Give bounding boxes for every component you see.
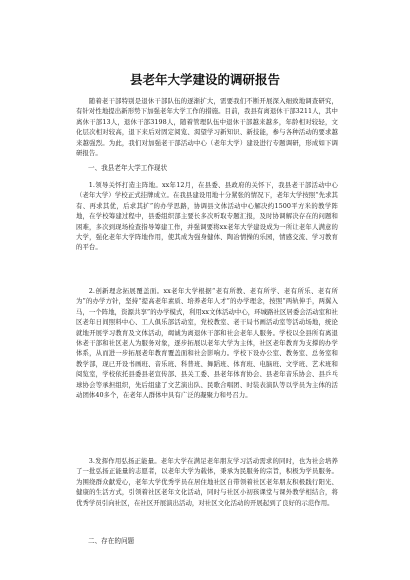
section-heading-current-status: 一、我县老年大学工作现状 [88, 164, 168, 172]
document-title: 县老年大学建设的调研报告 [129, 72, 280, 87]
paragraph-positive-energy: 3.发挥作用弘扬正能量。老年大学在满足老年朋友学习活动需求的同时，也为社会培养了一批弘扬正能量的志愿者，以老年大学为载体，秉承为民服务的宗旨，积极为学员服务。为围绕群众献爱心，老年大学优秀学员在居住地社区自带领着社区老年朋友积极践行阳光、健康的生活方式，引领着社区老年文化活动，同时与社区小初孩课堂与课外教学相结合，将优秀学员引向社区，在社区开展演出活动，对社区文化活动的开展起到了良好的示范作用。 [76, 457, 338, 507]
paragraph-innovation: 2.创新理念拓展覆盖面。xx老年大学根据“老有所教、老有所学、老有所乐、老有所为”的办学方针，坚持“提高老年素质、培养老年人才”的办学理念，按照“两轨伸手，两翼入马，一个阵地，资源共享”的办学模式，利用xx文体活动中心，环城路社区居委会活动室和社区老年日间照料中心、工人俱乐部活动室，党校教室、老干局书画活动室等活动场地，统论就地开展学习教育及文体活动，竭诚为离退休干部和社会老年人服务。学校以全县所有离退休老干部和社区老人为服务对象，逐步拓展以老年大学为主体，社区老年教育为支撑的办学体系，从而进一步拓展老年教育覆盖面和社会影响力。学校下设办公室、教务室、总务室和教学部，现已开设书画班、音乐班、科普班、舞蹈班、体育班、电脑班、文学班、艺术班和阅览室，学校依托县委县老宣传部、县关工委、县老年体育协会、县老年音乐协会、县乒乓球协会等承担组织，先后组建了文艺演出队、民歌合唱团、时装表演队等以学员为主体的活动团体40多个，在老年人群体中具有广泛的凝聚力和号召力。 [76, 287, 338, 400]
section-heading-problems: 二、存在的问题 [88, 537, 135, 545]
intro-paragraph: 随着老干部特别是退休干部队伍的逐渐扩大，需要我们不断开展深入细致地调查研究，有针对性地提出新形势下加强老年大学工作的措施。目前，我县有离退休干部3211人，其中离休干部13人，退休干部3198人，随着管理队伍中退休干部越来越多，年龄相对较轻，文化层次相对较高，退下来后对固定阅览、渴望学习新知识、新技能，参与各种活动的要求越来越强烈。为此，我们对加强老干部活动中心（老年大学）建设进行专题调研，形成如下调研报告。 [76, 97, 338, 158]
paragraph-leadership: 1.领导关怀打造主阵地。xx年12月，在县委、县政府的关怀下，我县老干部活动中心（老年大学）学校正式挂牌成立。在我县建设用地十分紧张的情况下，老年大学按照“先求其有、再求其优，后求其扩”的办学思路，协调县文体活动中心解决约1500平方米的教学阵地，在学校筹建过程中，县委组织部主要长多次听取专题汇报，及时协调解决存在的问题和困难，多次到现场检查指导筹建工作，并强调要将xx老年大学建设成为一所让老年人满意的大学，强化老年大学阵地作用，使其成为强身健体、陶冶情操的乐园，情感交流、学习教育的平台。 [76, 181, 338, 252]
